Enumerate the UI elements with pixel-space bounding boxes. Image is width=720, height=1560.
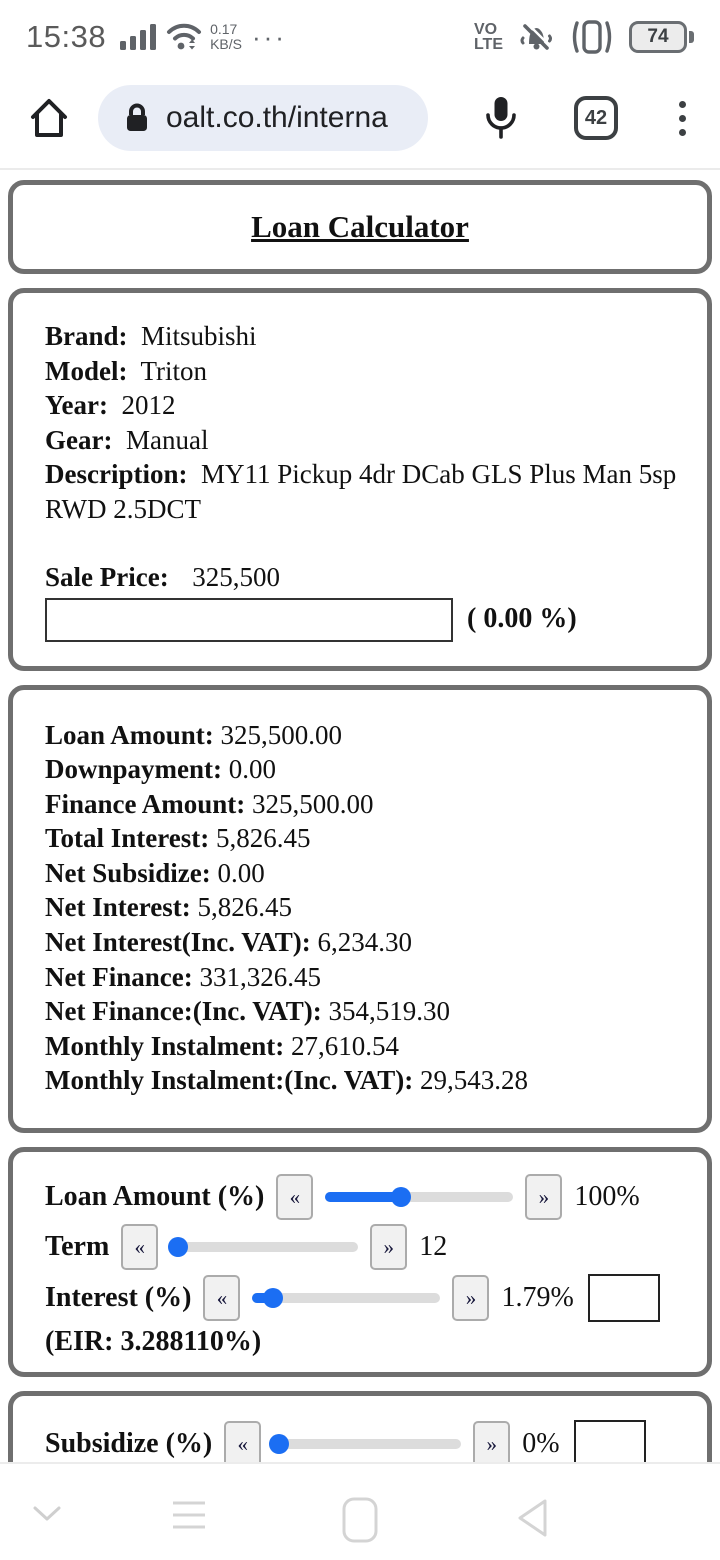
interest-row [45, 1274, 683, 1322]
loan-controls-box [8, 1147, 712, 1377]
interest-label: Interest (%) [45, 1282, 192, 1314]
term-value: 12 [419, 1231, 448, 1263]
summary-row: Monthly Instalment:(Inc. VAT): 29,543.28 [45, 1065, 529, 1096]
browser-toolbar [0, 68, 720, 168]
battery-percent: 74 [647, 26, 669, 47]
loan-amount-row [45, 1174, 683, 1220]
interest-increase-button[interactable]: » [452, 1275, 489, 1321]
loan-amount-label: Loan Amount (%) [45, 1181, 265, 1213]
subsidize-row [45, 1420, 683, 1468]
rotate-phone-icon [569, 19, 615, 55]
hide-navbar-chevron-icon[interactable] [30, 1504, 64, 1529]
interest-decrease-button[interactable]: « [203, 1275, 240, 1321]
slider-thumb [263, 1288, 283, 1308]
discount-percent-note: ( 0.00 %) [467, 603, 577, 635]
subsidize-increase-button[interactable]: » [473, 1421, 510, 1467]
price-adjust-input[interactable] [45, 598, 453, 642]
summary-row: Downpayment: 0.00 [45, 754, 277, 785]
subsidize-slider[interactable] [273, 1439, 461, 1449]
url-bar[interactable] [98, 85, 428, 151]
summary-row: Net Finance:(Inc. VAT): 354,519.30 [45, 996, 450, 1027]
loan-amount-slider[interactable] [325, 1192, 513, 1202]
term-slider[interactable] [170, 1242, 358, 1252]
clock: 15:38 [26, 19, 107, 54]
term-label: Term [45, 1231, 110, 1263]
gear-line: Gear: Manual [45, 424, 209, 455]
webpage-content [0, 170, 720, 1462]
cellular-signal-icon [120, 24, 156, 50]
android-navigation-bar [0, 1462, 720, 1560]
subsidize-label: Subsidize (%) [45, 1428, 213, 1460]
loan-amount-increase-button[interactable]: » [525, 1174, 562, 1220]
network-speed: 0.17 KB/S [210, 21, 242, 52]
model-line: Model: Triton [45, 355, 208, 386]
tab-switcher-button[interactable] [574, 96, 618, 140]
tab-count: 42 [584, 106, 608, 129]
eir-note: (EIR: 3.288110%) [45, 1326, 262, 1358]
summary-row: Net Interest(Inc. VAT): 6,234.30 [45, 927, 412, 958]
interest-slider[interactable] [252, 1293, 440, 1303]
microphone-icon[interactable] [481, 93, 521, 143]
volte-icon: VO LTE [473, 21, 503, 53]
summary-row: Net Finance: 331,326.45 [45, 961, 321, 992]
slider-thumb [391, 1187, 411, 1207]
title-box [8, 180, 712, 274]
summary-row: Loan Amount: 325,500.00 [45, 719, 343, 750]
status-bar [0, 0, 720, 68]
wifi-icon [166, 21, 202, 53]
lock-icon [124, 102, 150, 134]
term-increase-button[interactable]: » [370, 1224, 407, 1270]
term-decrease-button[interactable]: « [121, 1224, 158, 1270]
brand-line: Brand: Mitsubishi [45, 321, 257, 351]
menu-kebab-icon[interactable] [671, 97, 694, 140]
description-line: Description: MY11 Pickup 4dr DCab GLS Plus Man 5sp RWD 2.5DCT [45, 459, 677, 524]
home-icon[interactable] [26, 95, 72, 141]
slider-thumb [168, 1237, 188, 1257]
battery-icon [629, 21, 694, 53]
mute-bell-icon [517, 20, 555, 54]
loan-amount-value: 100% [574, 1181, 640, 1213]
status-more-icon: ··· [251, 21, 287, 52]
sale-price-line: Sale Price: 325,500 [45, 562, 280, 592]
summary-row: Net Subsidize: 0.00 [45, 857, 265, 888]
subsidize-decrease-button[interactable]: « [224, 1421, 261, 1467]
summary-row: Total Interest: 5,826.45 [45, 823, 311, 854]
subsidize-value: 0% [522, 1428, 560, 1460]
loan-summary-box [8, 685, 712, 1134]
vehicle-info-box [8, 288, 712, 671]
summary-row: Net Interest: 5,826.45 [45, 892, 292, 923]
loan-amount-decrease-button[interactable]: « [276, 1174, 313, 1220]
interest-value: 1.79% [501, 1282, 574, 1314]
year-line: Year: 2012 [45, 390, 176, 420]
page-title: Loan Calculator [251, 209, 469, 244]
term-row [45, 1224, 683, 1270]
summary-row: Finance Amount: 325,500.00 [45, 788, 374, 819]
interest-input[interactable] [588, 1274, 660, 1322]
slider-thumb [269, 1434, 289, 1454]
back-nav-icon[interactable] [512, 1496, 552, 1545]
home-nav-icon[interactable] [340, 1496, 380, 1549]
subsidize-input[interactable] [574, 1420, 646, 1468]
summary-row: Monthly Instalment: 27,610.54 [45, 1030, 400, 1061]
recents-menu-icon[interactable] [170, 1496, 208, 1541]
url-text: oalt.co.th/interna [166, 101, 388, 134]
